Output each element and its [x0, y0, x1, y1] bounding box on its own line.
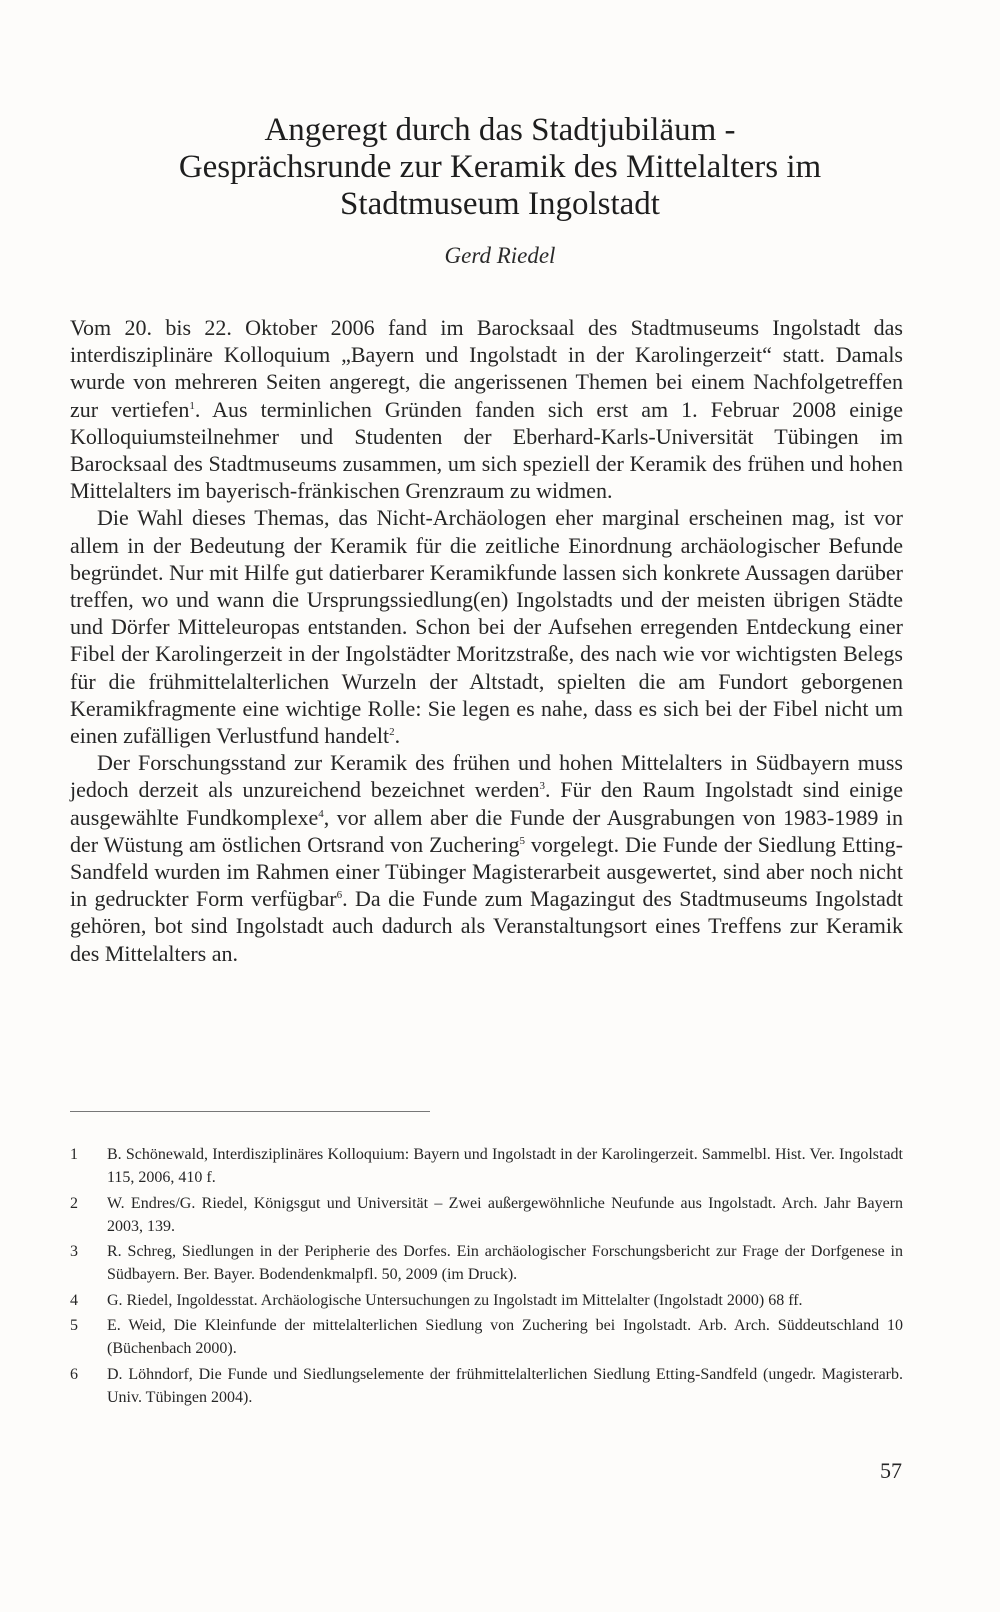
title-line-1: Angeregt durch das Stadtjubiläum -: [264, 112, 736, 148]
footnote-divider: [70, 1111, 430, 1112]
footnote-text: B. Schönewald, Interdisziplinäres Kolloquium: Bayern und Ingolstadt in der Karolingerzeit. Sammelbl. Hist. Ver. Ingolstadt 115, 2006, 410 f.: [107, 1146, 903, 1187]
footnote-number: 1: [70, 1146, 78, 1163]
paragraph-text: Die Wahl dieses Themas, das Nicht-Archäologen eher marginal erscheinen mag, ist vor allem in der Bedeutung der Keramik für die zeitliche Einordnung archäologischer Befunde begründet. Nur mit Hilfe gut datierbarer Keramikfunde lassen sich konkrete Aussagen darüber treffen, wo und wann die Ursprungssiedlung(en) Ingolstadts und der meisten übrigen Städte und Dörfer Mitteleuropas entstanden. Schon bei der Aufsehen erregenden Entdeckung einer Fibel der Karolingerzeit in der Ingolstädter Moritzstraße, des nach wie vor wichtigsten Belegs für die frühmittelalterlichen Wurzeln der Altstadt, spielten die am Fundort geborgenen Keramikfragmente eine wichtige Rolle: Sie legen es nahe, dass es sich bei der Fibel nicht um einen zufälligen Verlustfund handelt: [70, 505, 903, 749]
paragraph: [70, 749, 903, 967]
footnote: [70, 1314, 903, 1361]
author-name: Gerd Riedel: [444, 243, 556, 268]
footnote-number: 3: [70, 1243, 78, 1261]
footnote-ref[interactable]: 4: [318, 807, 324, 820]
footnote-number: 5: [70, 1317, 78, 1335]
article-title: [0, 112, 1000, 223]
footnote: [70, 1363, 903, 1410]
footnote-ref[interactable]: 1: [189, 399, 195, 412]
page-number: 57: [880, 1458, 902, 1483]
paragraph-text: Der Forschungsstand zur Keramik des frühen und hohen Mittelalters in Südbayern muss jedoch derzeit als unzureichend bezeichnet werden: [70, 750, 903, 803]
paragraph-text: .: [394, 723, 401, 749]
footnote-number: 2: [70, 1194, 78, 1212]
paragraph-text: . Für den Raum Ingolstadt sind einige ausgewählte Fundkomplexe: [70, 777, 903, 830]
footnote: [70, 1289, 903, 1312]
footnote-ref[interactable]: 3: [539, 780, 546, 793]
paragraph-text: . Da die Funde zum Magazingut des Stadtmuseums Ingolstadt gehören, bot sind Ingolstadt auch dadurch als Veranstaltungsort eines Treffens zur Keramik des Mittelalters an.: [70, 886, 904, 966]
paragraph: [70, 314, 903, 504]
paragraph-text: . Aus terminlichen Gründen fanden sich erst am 1. Februar 2008 einige Kolloquiumsteilnehmer und Studenten der Eberhard-Karls-Universität Tübingen im Barocksaal des Stadtmuseums zusammen, um sich speziell der Keramik des frühen und hohen Mittelalters im bayerisch-fränkischen Grenzraum zu widmen.: [70, 396, 903, 504]
footnote-text: G. Riedel, Ingoldesstat. Archäologische Untersuchungen zu Ingolstadt im Mittelalter (Ingolstadt 2000) 68 ff.: [107, 1291, 803, 1309]
footnote-text: W. Endres/G. Riedel, Königsgut und Universität – Zwei außergewöhnliche Neufunde aus Ingolstadt. Arch. Jahr Bayern 2003, 139.: [107, 1194, 903, 1235]
paragraph: [70, 504, 903, 749]
footnote-number: 6: [70, 1365, 78, 1383]
body-text: [70, 314, 903, 967]
footnote-text: D. Löhndorf, Die Funde und Siedlungselemente der frühmittelalterlichen Siedlung Etting-Sandfeld (ungedr. Magisterarb. Univ. Tübingen 2004).: [107, 1365, 903, 1406]
footnote-text: E. Weid, Die Kleinfunde der mittelalterlichen Siedlung von Zuchering bei Ingolstadt. Arb. Arch. Süddeutschland 10 (Büchenbach 2000).: [107, 1317, 903, 1358]
title-line-3: Stadtmuseum Ingolstadt: [340, 186, 660, 222]
footnote: [70, 1192, 903, 1239]
footnotes: [70, 1143, 903, 1411]
footnote-number: 4: [70, 1291, 78, 1309]
paragraph-text: vorgelegt. Die Funde der Siedlung Etting-Sandfeld wurden im Rahmen einer Tübinger Magisterarbeit ausgewertet, sind aber noch nicht in gedruckter Form verfügbar: [70, 831, 903, 912]
paragraph-text: , vor allem aber die Funde der Ausgrabungen von 1983-1989 in der Wüstung am östlichen Ortsrand von Zuchering: [70, 804, 903, 857]
footnote-ref[interactable]: 6: [336, 889, 343, 902]
footnote-text: R. Schreg, Siedlungen in der Peripherie des Dorfes. Ein archäologischer Forschungsbericht zur Frage der Dorfgenese in Südbayern. Ber. Bayer. Bodendenkmalpfl. 50, 2009 (im Druck).: [107, 1243, 903, 1284]
footnote: [70, 1143, 903, 1190]
footnote: [70, 1240, 903, 1287]
footnote-ref[interactable]: 5: [519, 834, 525, 847]
footnote-ref[interactable]: 2: [389, 726, 395, 739]
title-line-2: Gesprächsrunde zur Keramik des Mittelalters im: [178, 149, 822, 185]
paragraph-text: Vom 20. bis 22. Oktober 2006 fand im Barocksaal des Stadtmuseums Ingolstadt das interdisziplinäre Kolloquium „Bayern und Ingolstadt in der Karolingerzeit“ statt. Damals wurde von mehreren Seiten angeregt, die angerissenen Themen bei einem Nachfolgetreffen zur vertiefen: [70, 315, 903, 422]
